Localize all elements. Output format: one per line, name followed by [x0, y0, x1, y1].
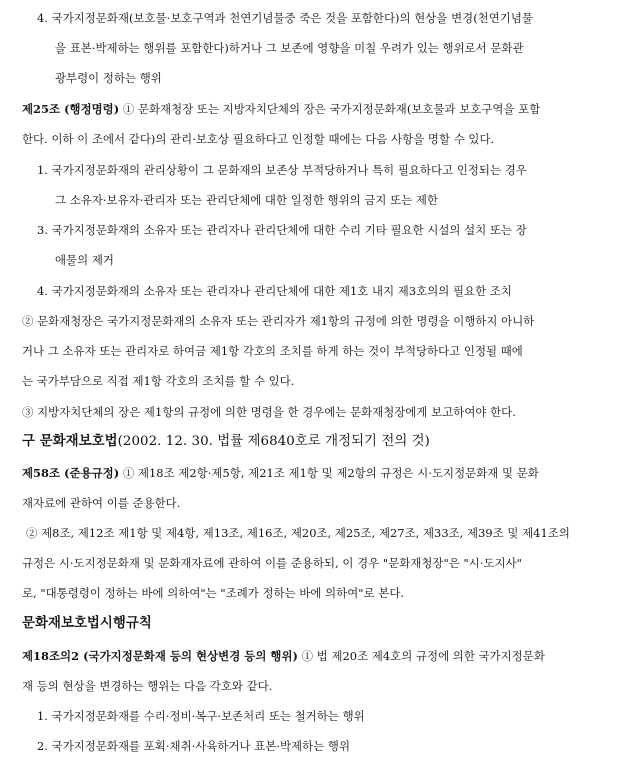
text-line: ② 문화재청장은 국가지정문화재의 소유자 또는 관리자가 제1항의 규정에 의한 명령을 이행하지 아니하: [22, 314, 535, 328]
text-line: 을 표본·박제하는 행위를 포함한다)하거나 그 보존에 영향을 미칠 우려가 있는 행위로서 문화관: [55, 41, 524, 55]
text-span: ① 문화재청장 또는 지방자치단체의 장은 국가지정문화재(보호물과 보호구역을 포함: [119, 102, 541, 116]
list-item: 1. 국가지정문화재의 관리상황이 그 문화재의 보존상 부적당하거나 특히 필요하다고 인정되는 경우: [37, 163, 527, 177]
section-heading-old-law: [22, 432, 430, 451]
text-line: ② 제8조, 제12조 제1항 및 제4항, 제13조, 제16조, 제20조, 제25조, 제27조, 제33조, 제39조 및 제41조의: [26, 526, 570, 540]
heading-main: 구 문화재보호법: [22, 433, 118, 449]
text-line: 4. 국가지정문화재(보호물·보호구역과 천연기념물중 죽은 것을 포함한다)의 현상을 변경(천연기념물: [37, 11, 533, 25]
text-line: 그 소유자·보유자·관리자 또는 관리단체에 대한 일정한 행위의 금지 또는 제한: [55, 193, 439, 207]
article-58-first-line: [22, 465, 539, 481]
text-line: 재 등의 현상을 변경하는 행위는 다음 각호와 같다.: [22, 679, 273, 693]
text-line: 재자료에 관하여 이를 준용한다.: [22, 496, 181, 510]
list-item: 4. 국가지정문화재의 소유자 또는 관리자나 관리단체에 대한 제1호 내지 제3호의의 필요한 조치: [37, 284, 512, 298]
text-line: 광부령이 정하는 행위: [55, 71, 162, 85]
text-line: 거나 그 소유자 또는 관리자로 하여금 제1항 각호의 조치를 하게 하는 것이 부적당하다고 인정될 때에: [22, 344, 523, 358]
section-heading-rules: 문화재보호법시행규칙: [22, 615, 152, 631]
text-span: ① 법 제20조 제4호의 규정에 의한 국가지정문화: [297, 649, 545, 663]
text-line: 애물의 제거: [55, 253, 114, 267]
text-line: 한다. 이하 이 조에서 같다)의 관리·보호상 필요하다고 인정할 때에는 다음 사항을 명할 수 있다.: [22, 132, 495, 146]
text-line: ③ 지방자치단체의 장은 제1항의 규정에 의한 명령을 한 경우에는 문화재청장에게 보고하여야 한다.: [22, 405, 516, 419]
article-25-title: 제25조 (행정명령): [22, 102, 120, 116]
article-18-2-title: 제18조의2 (국가지정문화재 등의 현상변경 등의 행위): [22, 649, 298, 663]
list-item: 1. 국가지정문화재를 수리·정비·복구·보존처리 또는 철거하는 행위: [37, 709, 365, 723]
list-item: 3. 국가지정문화재의 소유자 또는 관리자나 관리단체에 대한 수리 기타 필요한 시설의 설치 또는 장: [37, 223, 527, 237]
article-25-first-line: [22, 101, 540, 117]
heading-sub: (2002. 12. 30. 법률 제6840호로 개정되기 전의 것): [117, 434, 430, 449]
text-line: 규정은 시·도지정문화재 및 문화재자료에 관하여 이를 준용하되, 이 경우 "문화재청장"은 "시·도지사": [22, 556, 522, 570]
text-span: ① 제18조 제2항·제5항, 제21조 제1항 및 제2항의 규정은 시·도지정문화재 및 문화: [119, 466, 539, 480]
article-18-2-first-line: [22, 648, 545, 664]
list-item: 2. 국가지정문화재를 포획·채취·사육하거나 표본·박제하는 행위: [37, 739, 350, 753]
text-line: 로, "대통령령이 정하는 바에 의하여"는 "조례가 정하는 바에 의하여"로 본다.: [22, 586, 405, 600]
text-line: 는 국가부담으로 직접 제1항 각호의 조치를 할 수 있다.: [22, 374, 295, 388]
article-58-title: 제58조 (준용규정): [22, 466, 120, 480]
